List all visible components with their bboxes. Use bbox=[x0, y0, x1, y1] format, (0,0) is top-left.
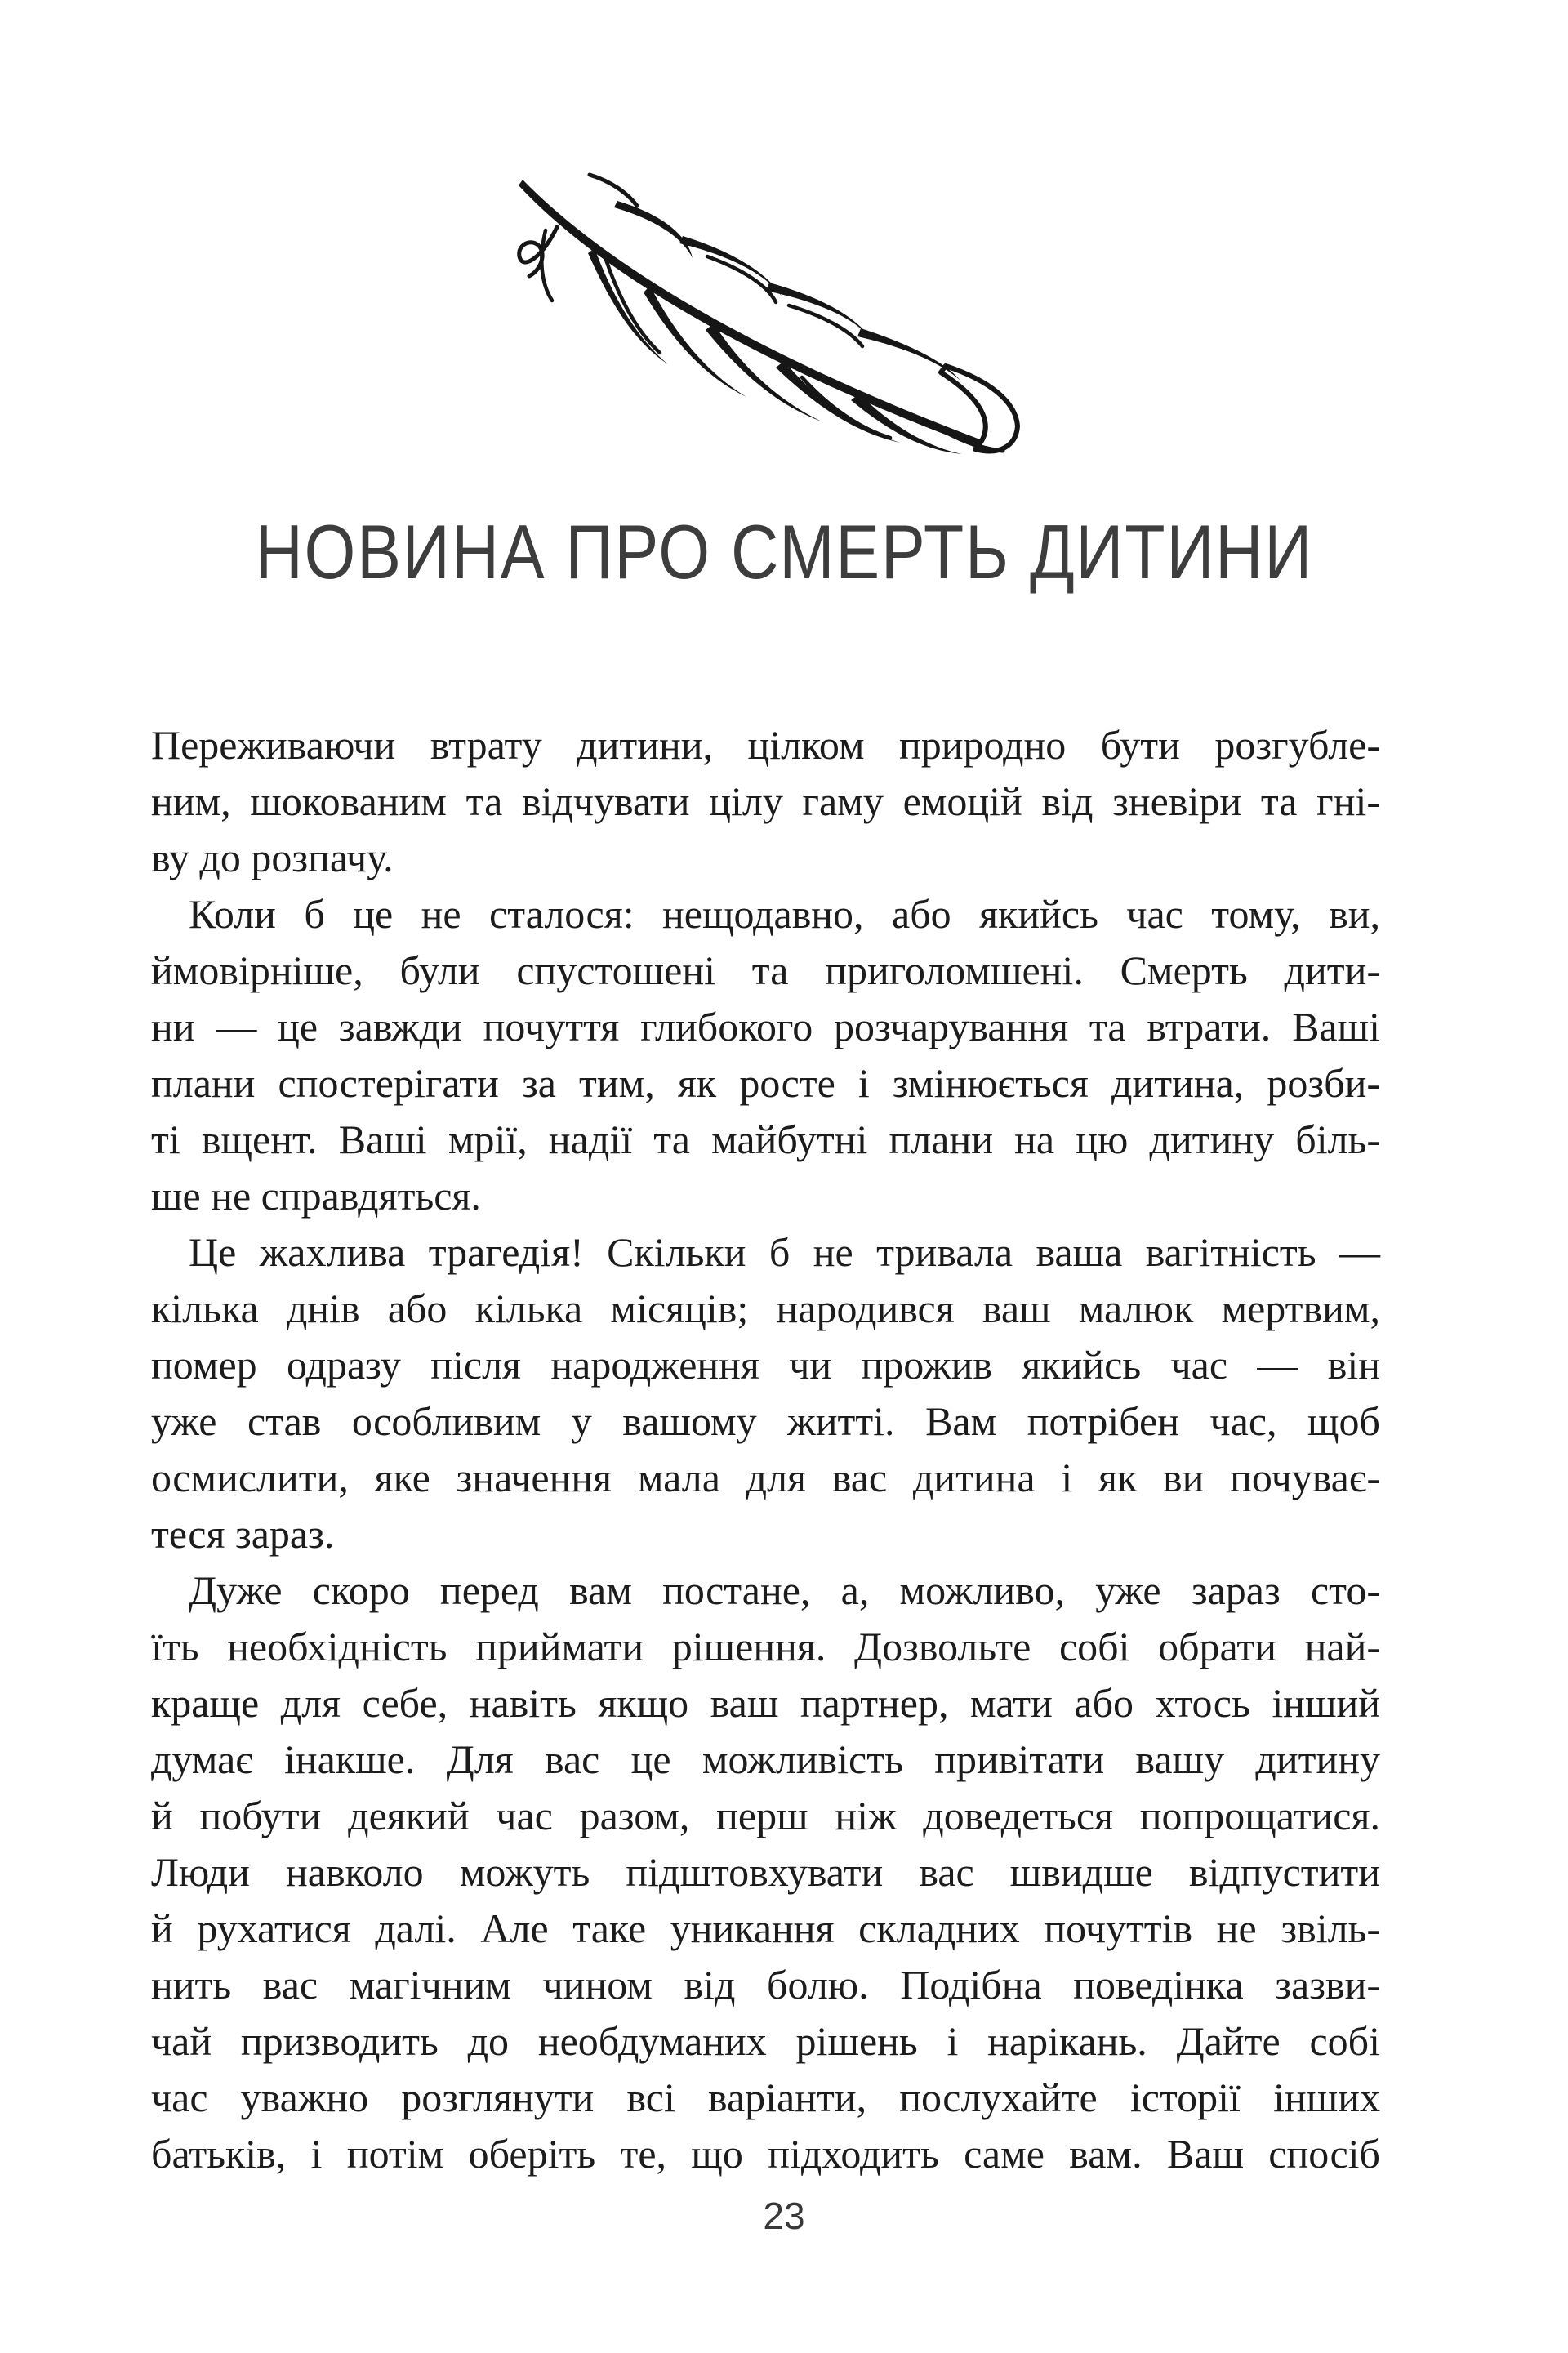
paragraph bbox=[151, 1224, 1380, 1562]
text-line: Люди навколо можуть підштовхувати вас швидше відпустити bbox=[151, 1849, 1380, 1895]
paragraph bbox=[151, 1562, 1380, 2182]
text-line: уже став особливим у вашому житті. Вам потрібен час, щоб bbox=[151, 1398, 1380, 1444]
text-line: нить вас магічним чином від болю. Подібна поведінка зазви- bbox=[151, 1962, 1380, 2008]
text-line: Дуже скоро перед вам постане, а, можливо, уже зараз сто- bbox=[189, 1567, 1380, 1613]
text-line: осмислити, яке значення мала для вас дитина і як ви почуває- bbox=[151, 1455, 1380, 1500]
text-line: ву до розпачу. bbox=[151, 835, 394, 880]
text-line: чай призводить до необдуманих рішень і нарікань. Дайте собі bbox=[151, 2018, 1380, 2064]
text-line: ше не справдяться. bbox=[151, 1173, 481, 1219]
text-line: ймовірніше, були спустошені та приголомшені. Смерть дити- bbox=[151, 947, 1380, 993]
text-line: батьків, і потім оберіть те, що підходить саме вам. Ваш спосіб bbox=[151, 2131, 1380, 2177]
text-line: їть необхідність приймати рішення. Дозвольте собі обрати най- bbox=[151, 1624, 1380, 1669]
text-line: Переживаючи втрату дитини, цілком природно бути розгубле- bbox=[151, 722, 1380, 768]
text-line: теся зараз. bbox=[151, 1511, 335, 1557]
text-line: плани спостерігати за тим, як росте і змінюється дитина, розби- bbox=[151, 1060, 1380, 1106]
text-line: краще для себе, навіть якщо ваш партнер, мати або хтось інший bbox=[151, 1680, 1380, 1726]
text-line: й рухатися далі. Але таке уникання складних почуттів не звіль- bbox=[151, 1905, 1380, 1951]
text-line: ним, шокованим та відчувати цілу гаму емоцій від зневіри та гні- bbox=[151, 778, 1380, 824]
chapter-title-text: НОВИНА ПРО СМЕРТЬ ДИТИНИ bbox=[255, 509, 1313, 595]
chapter-title bbox=[0, 508, 1568, 596]
feather-illustration bbox=[498, 152, 1037, 487]
text-line: Коли б це не сталося: нещодавно, або якийсь час тому, ви, bbox=[189, 891, 1380, 937]
text-line: думає інакше. Для вас це можливість привітати вашу дитину bbox=[151, 1736, 1380, 1782]
paragraph bbox=[151, 886, 1380, 1224]
paragraph bbox=[151, 717, 1380, 886]
text-line: ни — це завжди почуття глибокого розчарування та втрати. Ваші bbox=[151, 1004, 1380, 1049]
text-line: й побути деякий час разом, перш ніж доведеться попрощатися. bbox=[151, 1793, 1380, 1838]
body-text bbox=[151, 717, 1380, 2182]
text-line: ті вщент. Ваші мрії, надії та майбутні плани на цю дитину біль- bbox=[151, 1116, 1380, 1162]
text-line: час уважно розглянути всі варіанти, послухайте історії інших bbox=[151, 2074, 1380, 2120]
page-number: 23 bbox=[763, 2195, 805, 2237]
text-line: Це жахлива трагедія! Скільки б не тривала ваша вагітність — bbox=[189, 1229, 1380, 1275]
text-line: кілька днів або кілька місяців; народився ваш малюк мертвим, bbox=[151, 1286, 1380, 1331]
text-line: помер одразу після народження чи прожив якийсь час — він bbox=[151, 1342, 1380, 1388]
